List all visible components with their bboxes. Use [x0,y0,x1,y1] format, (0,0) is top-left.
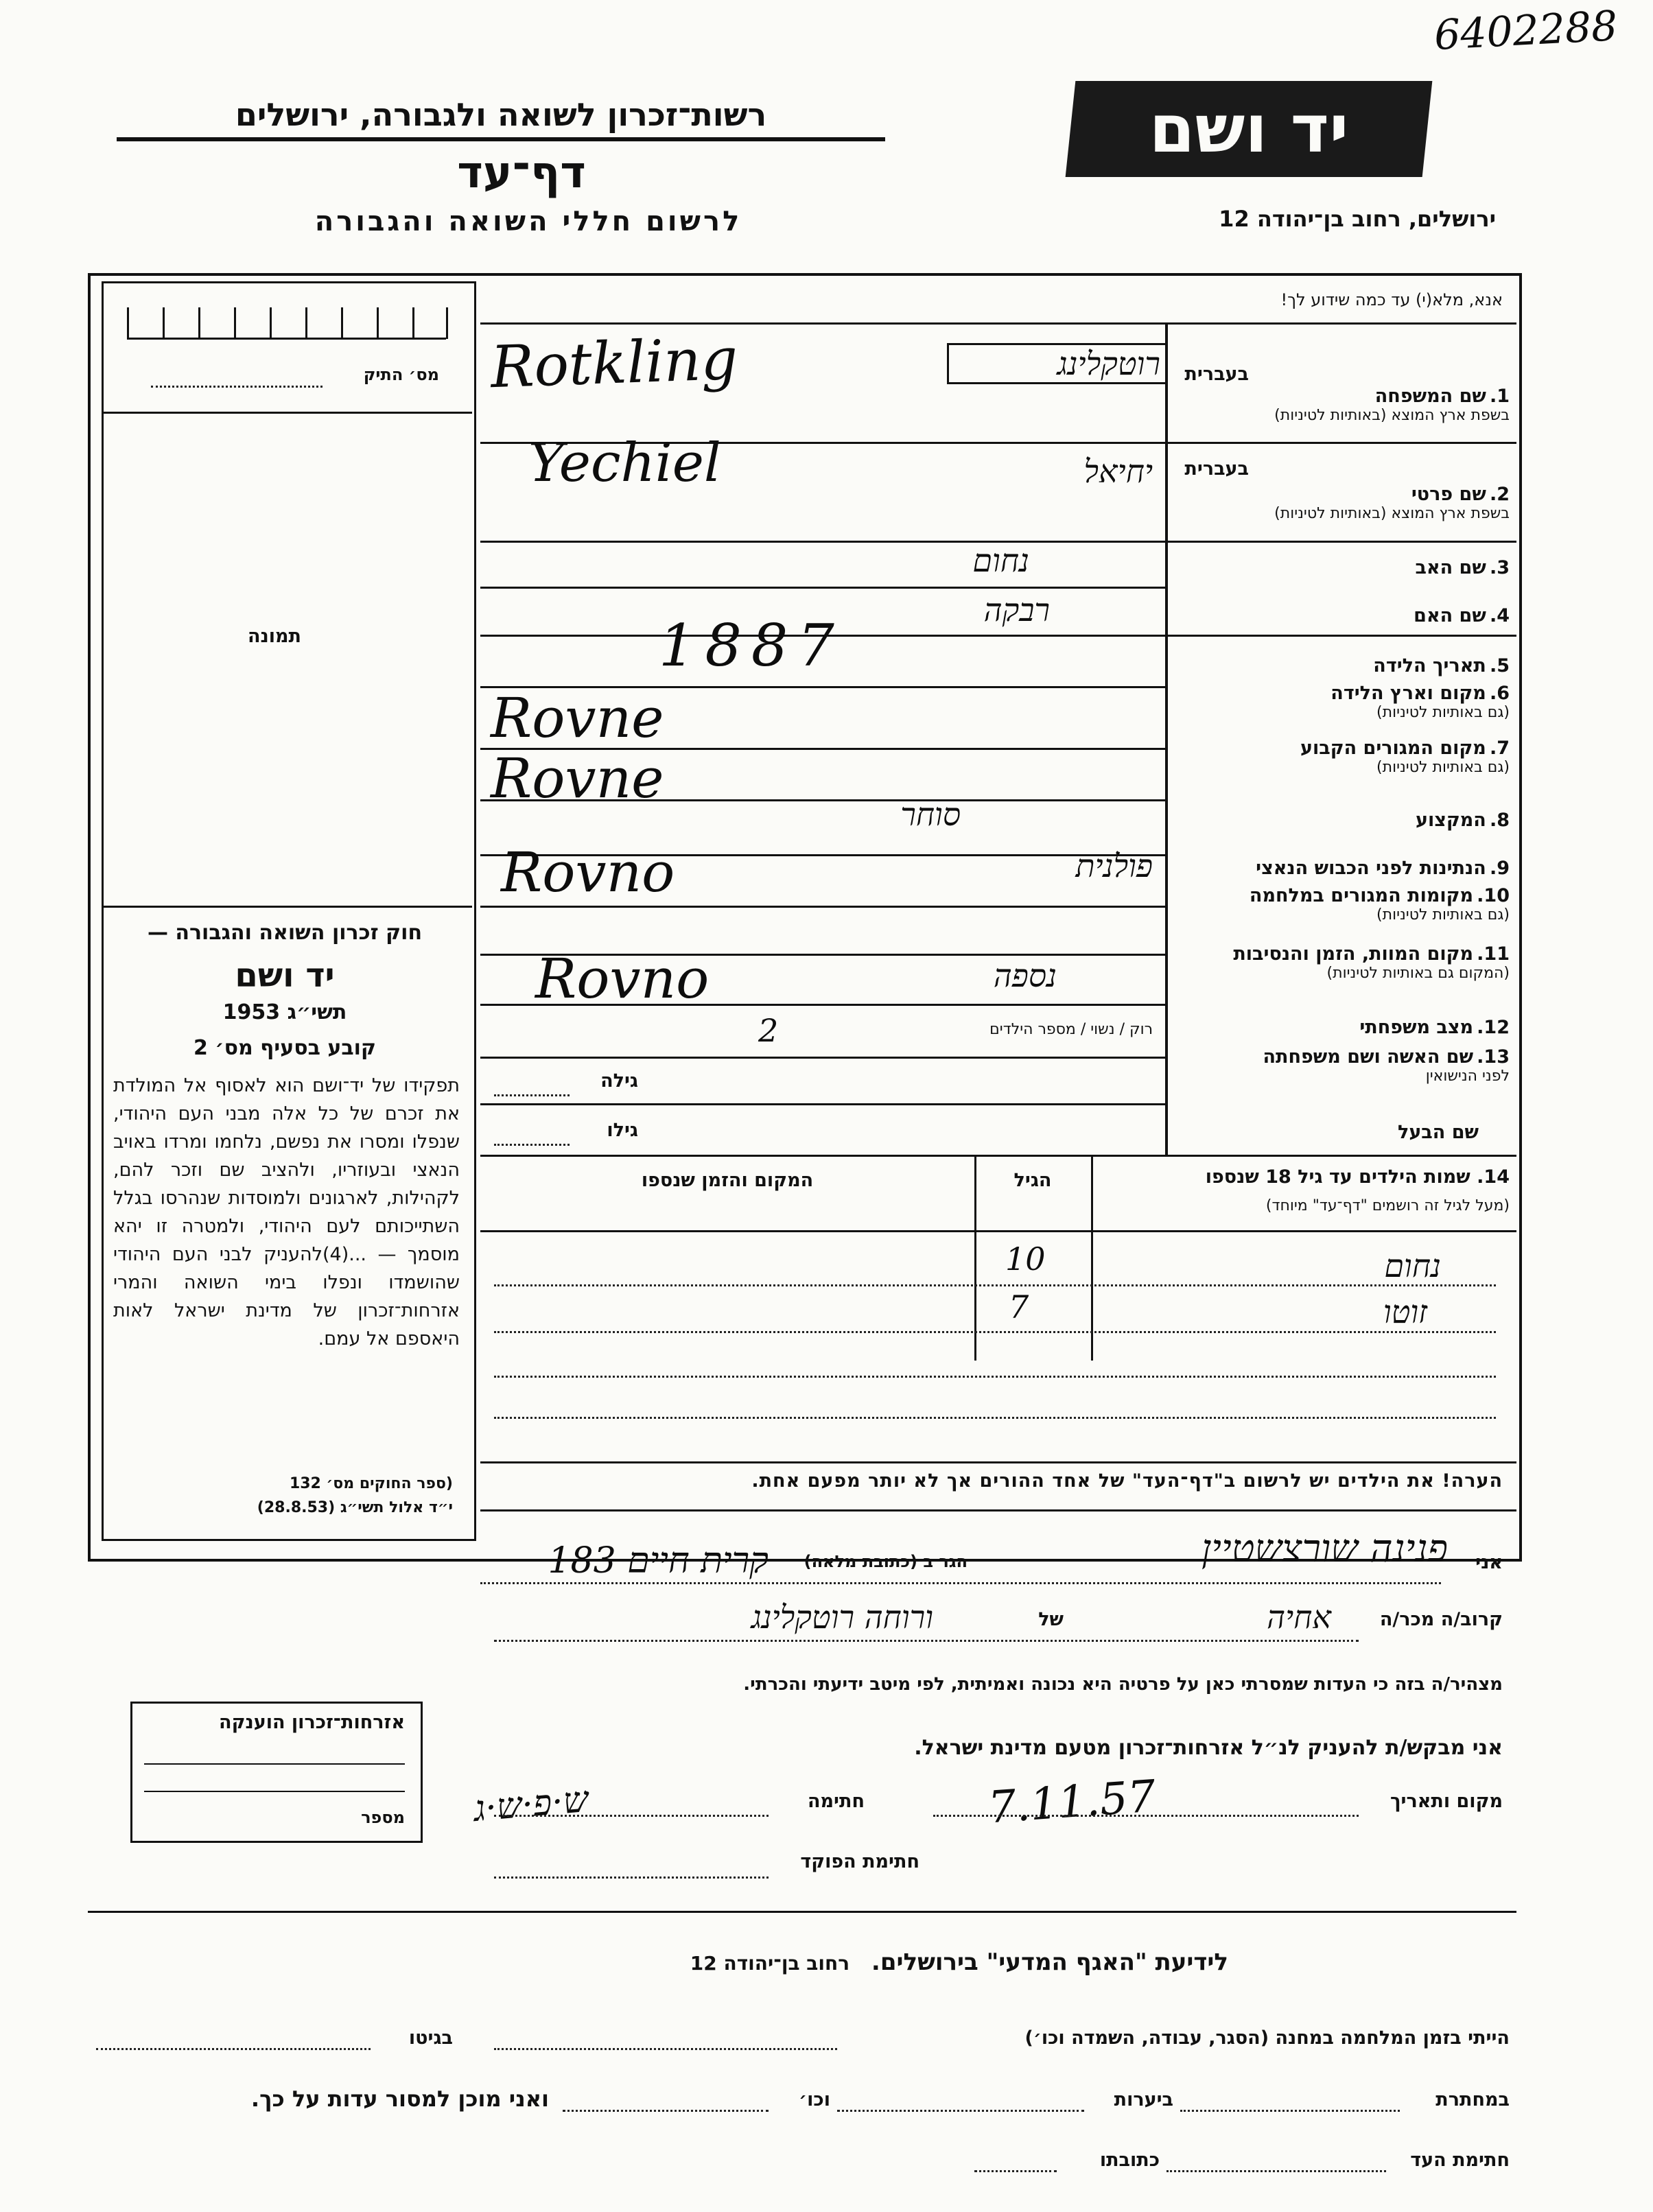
law-body: תפקידו של יד־ושם הוא לאסוף אל המולדת את זכרם של כל אלה מבני העם היהודי, שנפלו ומסרו את נפשם, נלחמו ומרדו באויב הנאצי ובעוזריו, ולהציב שם וזכר להם, לקהילות, לארגונים ולמוסדות שנהרסו בגלל השתייכותם לעם היהודי, ולמטרה זו יהא מוסמך — ...(4)להעניק לבני העם היהודי שהושמדו ונפלו בימי השואה והמרי אזרחות־זכרון של מדינת ישראל לאות היאספם אל עמם. [113,1075,460,1350]
field-9-label: 9. הנתינות לפני הכבוש הנאצי [1256,858,1510,879]
of-name: ורוחה רוטקלינג [751,1599,933,1636]
footer-address: רחוב בן־יהודה 12 [690,1952,850,1975]
law-title: חוק זכרון השואה והגבורה — [147,921,423,945]
field-12-value: 2 [758,1012,779,1049]
signature-label: חתימה [807,1791,865,1812]
child-2-age: 7 [1009,1289,1029,1326]
footer-dotted-4 [837,2110,1084,2112]
footer-separator [88,1911,1516,1913]
law-source: (ספר החוקים מס׳ 132 [289,1475,453,1492]
hebrew-label-2: בעברית [1184,458,1249,480]
field-7-label: 7. מקום המגורים הקבוע (גם באותיות לטיניות) [1300,738,1510,776]
children-sub: (מעל לגיל זה רושמים "דף־עד" מיוחד) [1265,1197,1510,1214]
hebrew-label-1: בעברית [1184,364,1249,385]
field-6-label: 6. מקום וארץ הלידה (גם באותיות לטיניות) [1330,683,1510,721]
footer-dotted-7 [974,2170,1057,2172]
child-4-row-line [494,1417,1496,1419]
field-9-value: Rovno [501,840,675,904]
label-divider [1165,322,1168,1155]
of-label: של [1038,1609,1064,1630]
footer-dotted-2 [96,2048,371,2050]
citizenship-title: אזרחות־זכרון הוענקה [219,1712,405,1733]
declarant-address-label: הגר ב (כתובת מלאה) [804,1552,968,1571]
child-2-row-line [494,1331,1496,1333]
citizenship-line-1 [144,1763,405,1765]
field-3-label: 3. שם האב [1415,557,1510,578]
signature-value: ש·פ·ש·ג [471,1778,590,1831]
husband-label: שם הבעל [1397,1122,1479,1143]
law-name: יד ושם [235,956,335,995]
wife-age-line [494,1094,570,1096]
header-address: ירושלים, רחוב בן־יהודה 12 [1219,206,1496,232]
children-col-age: הגיל [1013,1170,1052,1191]
citizenship-number-label: מספר [361,1808,405,1827]
child-1-row-line [494,1284,1496,1286]
field-1-value: Rotkling [489,325,739,401]
footer-partisans: במחתרת [1435,2089,1510,2110]
archive-number: 6402288 [1433,2,1619,60]
children-col-1 [974,1155,976,1361]
yad-vashem-logo [1066,81,1433,177]
declarant-name: פנינה שורצשטיין [1201,1527,1448,1571]
footer-witness-sig: חתימת העד [1410,2150,1510,2171]
law-clause: קובע בסעיף מס׳ 2 [193,1036,377,1060]
husband-age-line [494,1144,570,1146]
field-5-value: 1887 [659,612,844,679]
footer-title [480,1949,1228,1976]
authority-line: רשות־זכרון לשואה ולגבורה, ירושלים [235,96,767,133]
file-number-line [151,386,323,388]
note-bottom-line [480,1509,1516,1511]
children-header-line [480,1230,1516,1232]
form-subtitle: לרשום חללי השואה והגבורה [314,206,742,237]
wife-age-label: גילה [600,1070,638,1092]
field-8-label: 8. המקצוע [1415,810,1510,831]
field-1-value-hebrew: רוטקלינג [947,343,1168,384]
grid-top [480,322,1516,325]
footer-dotted-3 [1180,2110,1400,2112]
place-date-value: 7.11.57 [986,1771,1158,1834]
place-date-label: מקום ותאריך [1390,1791,1503,1812]
logo-text: יד ושם [1149,91,1349,167]
declarant-line-1 [480,1582,1441,1584]
form-title: דף־עד [457,148,586,198]
photo-label: תמונה [247,626,302,647]
footer-ghetto: בגיטו [408,2027,453,2049]
law-source-date: י״ד אלול תשי״ג (28.8.53) [257,1499,453,1516]
header-underline [117,137,885,141]
footer-dotted-6 [1167,2170,1386,2172]
field-13-label: 13. שם האשה ושם משפחתה לפני הנישואין [1263,1046,1510,1085]
declarant-line-2 [494,1640,1359,1642]
note-top-line [480,1461,1516,1463]
field-2-value: Yechiel [528,432,721,494]
note-text: הערה! את הילדים יש לרשום ב"דף־העד" של אחד ההורים אך לא יותר מפעם אחת. [751,1470,1503,1492]
marital-options: רוק / נשוי / מספר הילדים [989,1021,1153,1038]
field-8-value: סוחר [900,796,961,833]
field-1-label: 1. שם המשפחה בשפת ארץ המוצא (באותיות לטיניות) [1274,386,1510,424]
field-7-value: Rovne [491,746,664,810]
declarant-address: קרית חיים 183 [548,1540,769,1581]
officer-signature-line [494,1876,769,1879]
footer-address-label: כתובתו [1099,2150,1160,2171]
field-2-label: 2. שם פרטי בשפת ארץ המוצא (באותיות לטיניות) [1274,484,1510,522]
file-number-label: מס׳ התיק [363,365,439,384]
child-1-age: 10 [1005,1240,1046,1278]
husband-age-label: גילו [607,1120,638,1141]
citizenship-line-2 [144,1791,405,1792]
field-10-label: 10. מקומות המגורים במלחמה (גם באותיות לטיניות) [1249,885,1510,923]
field-11-label: 11. מקום המוות, הזמן והנסיבות (המקום גם באותיות לטיניות) [1233,943,1510,982]
file-separator [102,412,472,414]
signature-line [494,1815,769,1817]
footer-dotted-1 [494,2048,837,2050]
relation-value: אחיה [1267,1599,1331,1636]
field-9-value-hebrew: פולנית [1075,847,1153,884]
request-text: אני מבקש/ת להעניק לנ״ל אזרחות־זכרון מטעם מדינת ישראל. [914,1736,1503,1760]
footer-forests: ביערות [1114,2089,1173,2110]
footer-etc: וכו׳ [799,2089,830,2110]
officer-signature-label: חתימת הפוקד [800,1851,919,1872]
declaration-text: מצהיר/ה בזה כי העדות שמסרתי כאן על פרטיה היא נכונה ואמיתית, לפי מיטב ידיעתי והכרתי. [743,1674,1503,1695]
photo-separator [102,906,472,908]
footer-dotted-5 [563,2110,769,2112]
law-year: תשי״ג 1953 [222,1000,347,1024]
child-2-name: זוטו [1383,1293,1427,1330]
field-6-value: Rovne [491,686,664,750]
place-date-line [933,1815,1359,1817]
instruction: אנא, מלא(י) עד כמה שידוע לך! [1280,290,1503,309]
field-12-label: 12. מצב משפחתי [1359,1017,1510,1038]
footer-line-1: הייתי בזמן המלחמה במחנה (הסגר, עבודה, השמדה וכו׳) [1024,2027,1510,2049]
footer-title-text: לידיעת "האגף המדעי" בירושלים. [871,1949,1228,1976]
children-label: 14. שמות הילדים עד גיל 18 שנספו [1205,1166,1510,1188]
field-11-value: Rovno [535,947,710,1011]
relative-label: קרוב/ה מכר/ה [1379,1609,1503,1630]
children-col-place: המקום והזמן שנספו [641,1170,814,1191]
field-5-label: 5. תאריך הלידה [1373,655,1510,676]
child-3-row-line [494,1376,1496,1378]
child-1-name: נחום [1384,1247,1441,1284]
field-11-value-hebrew: נספה [993,957,1057,994]
field-4-label: 4. שם האם [1414,605,1510,626]
footer-ready: ואני מוכן למסור עדות על כך. [250,2086,549,2112]
field-4-value: רבקה [983,591,1050,628]
field-2-value-hebrew: יחיאל [1083,453,1153,490]
children-col-2 [1091,1155,1093,1361]
declarant-i-label: אני [1475,1552,1503,1573]
field-3-value: נחום [972,542,1029,579]
